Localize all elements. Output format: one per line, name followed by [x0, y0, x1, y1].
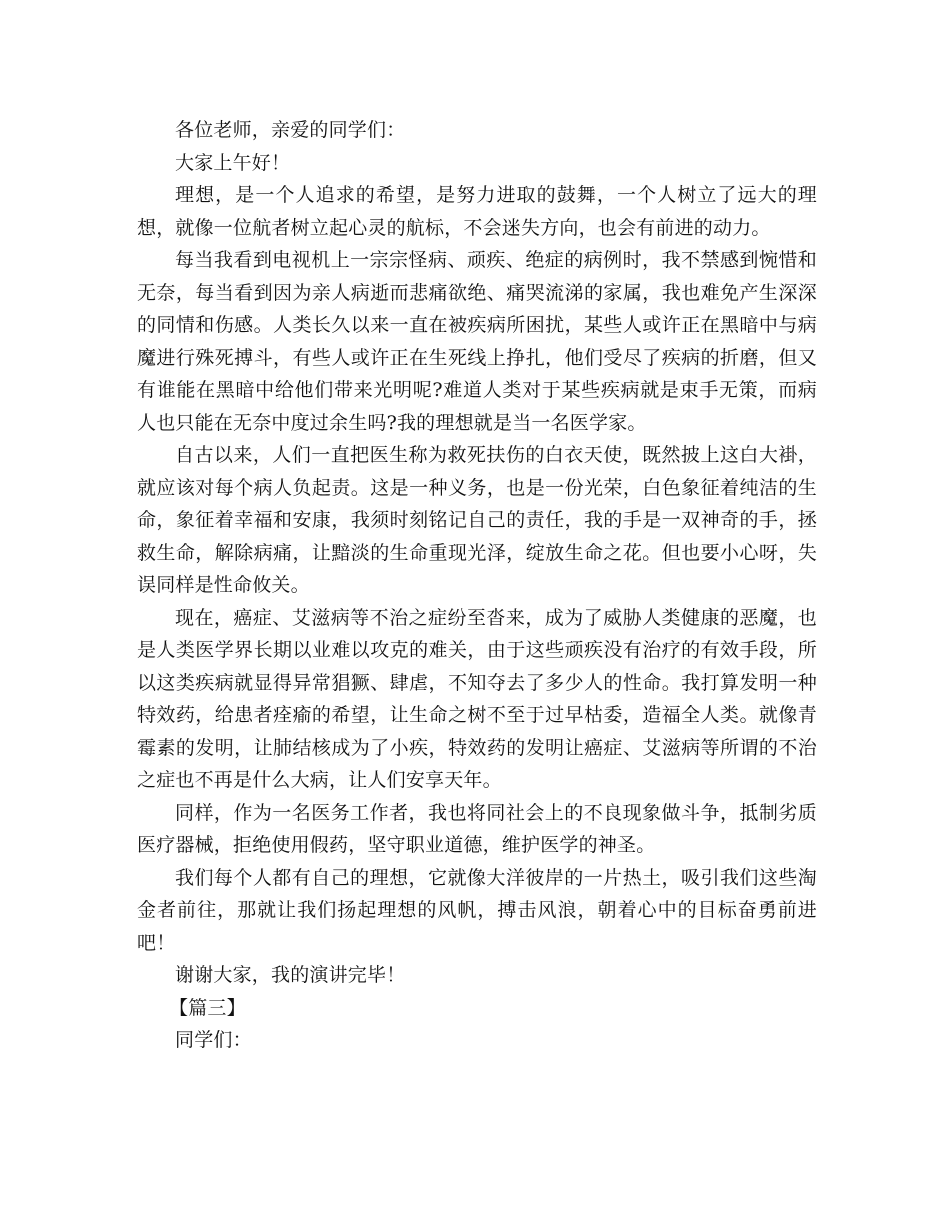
greeting-salutation: 各位老师，亲爱的同学们：: [175, 119, 406, 141]
next-salutation: 同学们：: [175, 1029, 252, 1051]
paragraph-closing-call: 我们每个人都有自己的理想，它就像大洋彼岸的一片热土，吸引我们这些淘金者前往，那就让我们扬起理想的风帆，搏击风浪，朝着心中的目标奋勇前进吧！: [137, 866, 817, 954]
paragraph-disease-suffering: 每当我看到电视机上一宗宗怪病、顽疾、绝症的病例时，我不禁感到惋惜和无奈，每当看到因为亲人病逝而悲痛欲绝、痛哭流涕的家属，我也难免产生深深的同情和伤感。人类长久以来一直在被疾病所困扰，某些人或许正在黑暗中与病魔进行殊死搏斗，有些人或许正在生死线上挣扎，他们受尽了疾病的折磨，但又有谁能在黑暗中给他们带来光明呢?难道人类对于某些疾病就是束手无策，而病人也只能在无奈中度过余生吗?我的理想就是当一名医学家。: [137, 249, 817, 434]
paragraph-thanks: 谢谢大家，我的演讲完毕！: [175, 964, 406, 986]
greeting-morning: 大家上午好！: [175, 151, 291, 174]
section-heading: 【篇三】: [169, 996, 246, 1019]
paragraph-ideal-definition: 理想，是一个人追求的希望，是努力进取的鼓舞，一个人树立了远大的理想，就像一位航者树立起心灵的航标，不会迷失方向，也会有前进的动力。: [137, 184, 817, 239]
paragraph-medical-ethics: 同样，作为一名医务工作者，我也将同社会上的不良现象做斗争，抵制劣质医疗器械，拒绝使用假药，坚守职业道德，维护医学的神圣。: [137, 801, 817, 856]
paragraph-medicine-invention: 现在，癌症、艾滋病等不治之症纷至沓来，成为了威胁人类健康的恶魔，也是人类医学界长期以业难以攻克的难关，由于这些顽疾没有治疗的有效手段，所以这类疾病就显得异常猖獗、肆虐，不知夺去了多少人的性命。我打算发明一种特效药，给患者痊瘉的希望，让生命之树不至于过早枯委，造福全人类。就像青霉素的发明，让肺结核成为了小疾，特效药的发明让癌症、艾滋病等所谓的不治之症也不再是什么大病，让人们安享天年。: [137, 606, 817, 791]
paragraph-doctor-duty: 自古以来，人们一直把医生称为救死扶伤的白衣天使，既然披上这白大褂，就应该对每个病人负起责。这是一种义务，也是一份光荣，白色象征着纯洁的生命，象征着幸福和安康，我须时刻铭记自己的责任，我的手是一双神奇的手，拯救生命，解除病痛，让黯淡的生命重现光泽，绽放生命之花。但也要小心呀，失误同样是性命攸关。: [137, 444, 817, 596]
document-body: [137, 114, 817, 1057]
